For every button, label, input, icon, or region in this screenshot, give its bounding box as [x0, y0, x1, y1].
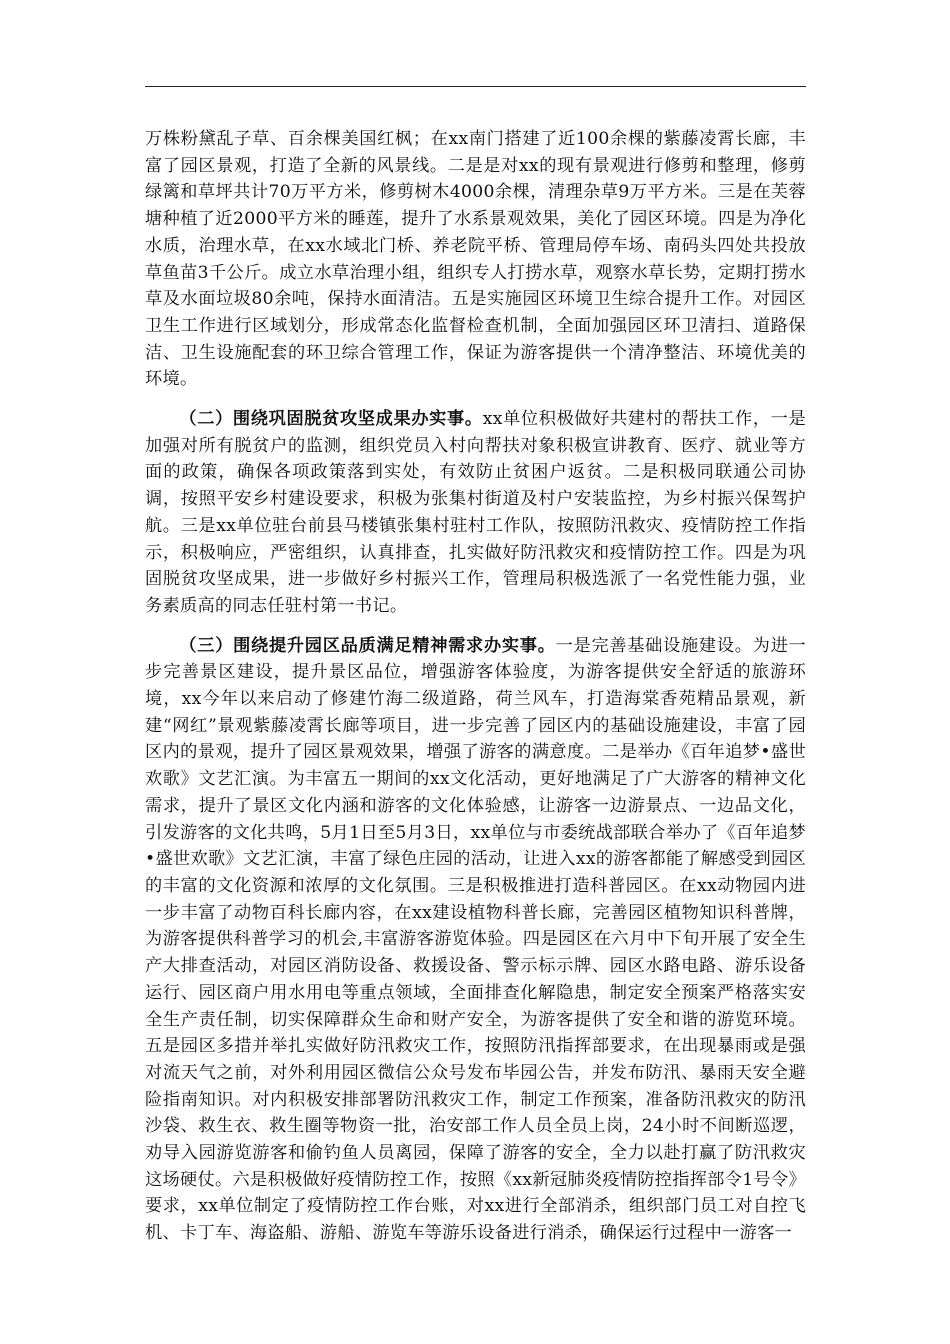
- header-rule: [145, 86, 806, 87]
- paragraph-3-heading: （三）围绕提升园区品质满足精神需求办实事。: [179, 635, 556, 656]
- paragraph-1: [145, 126, 806, 393]
- paragraph-3: [145, 633, 806, 1247]
- paragraph-2-heading: （二）围绕巩固脱贫攻坚成果办实事。: [179, 409, 483, 430]
- paragraph-3-text: 一是完善基础设施建设。为进一步完善景区建设，提升景区品位，增强游客体验度，为游客提供安全舒适的旅游环境，xx今年以来启动了修建竹海二级道路，荷兰风车，打造海棠香苑精品景观，新建“网红”景观紫藤凌霄长廊等项目，进一步完善了园区内的基础设施建设，丰富了园区内的景观，提升了园区景观效果，增强了游客的满意度。二是举办《百年追梦•盛世欢歌》文艺汇演。为丰富五一期间的xx文化活动，更好地满足了广大游客的精神文化需求，提升了景区文化内涵和游客的文化体验感，让游客一边游景点、一边品文化，引发游客的文化共鸣，5月1日至5月3日，xx单位与市委统战部联合举办了《百年追梦•盛世欢歌》文艺汇演，丰富了绿色庄园的活动，让进入xx的游客都能了解感受到园区的丰富的文化资源和浓厚的文化氛围。三是积极推进打造科普园区。在xx动物园内进一步丰富了动物百科长廊内容，在xx建设植物科普长廊，完善园区植物知识科普牌，为游客提供科普学习的机会,丰富游客游览体验。四是园区在六月中下旬开展了安全生产大排查活动，对园区消防设备、救援设备、警示标示牌、园区水路电路、游乐设备运行、园区商户用水用电等重点领域，全面排查化解隐患，制定安全预案严格落实安全生产责任制，切实保障群众生命和财产安全，为游客提供了安全和谐的游览环境。五是园区多措并举扎实做好防汛救灾工作，按照防汛指挥部要求，在出现暴雨或是强对流天气之前，对外利用园区微信公众号发布毕园公告，并发布防汛、暴雨天安全避险指南知识。对内积极安排部署防汛救灾工作，制定工作预案，准备防汛救灾的防汛沙袋、救生衣、救生圈等物资一批，治安部工作人员全员上岗，24小时不间断巡逻，劝导入园游览游客和偷钓鱼人员离园，保障了游客的安全，全力以赴打赢了防汛救灾这场硬仗。六是积极做好疫情防控工作，按照《xx新冠肺炎疫情防控指挥部令1号令》要求，xx单位制定了疫情防控工作台账，对xx进行全部消杀，组织部门员工对自控飞机、卡丁车、海盗船、游船、游览车等游乐设备进行消杀，确保运行过程中一游客一: [145, 635, 806, 1244]
- document-body: [145, 126, 806, 1260]
- paragraph-2-text: xx单位积极做好共建村的帮扶工作，一是加强对所有脱贫户的监测，组织党员入村向帮扶对象积极宣讲教育、医疗、就业等方面的政策，确保各项政策落到实处，有效防止贫困户返贫。二是积极同联通公司协调，按照平安乡村建设要求，积极为张集村街道及村户安装监控，为乡村振兴保驾护航。三是xx单位驻台前县马楼镇张集村驻村工作队，按照防汛救灾、疫情防控工作指示，积极响应，严密组织，认真排查，扎实做好防汛救灾和疫情防控工作。四是为巩固脱贫攻坚成果，进一步做好乡村振兴工作，管理局积极选派了一名党性能力强，业务素质高的同志任驻村第一书记。: [145, 409, 806, 616]
- paragraph-2: [145, 406, 806, 620]
- paragraph-1-text: 万株粉黛乱子草、百余棵美国红枫；在xx南门搭建了近100余棵的紫藤凌霄长廊，丰富了园区景观，打造了全新的风景线。二是是对xx的现有景观进行修剪和整理，修剪绿篱和草坪共计70万平方米，修剪树木4000余棵，清理杂草9万平方米。三是在芙蓉塘种植了近2000平方米的睡莲，提升了水系景观效果，美化了园区环境。四是为净化水质，治理水草，在xx水域北门桥、养老院平桥、管理局停车场、南码头四处共投放草鱼苗3千公斤。成立水草治理小组，组织专人打捞水草，观察水草长势，定期打捞水草及水面垃圾80余吨，保持水面清洁。五是实施园区环境卫生综合提升工作。对园区卫生工作进行区域划分，形成常态化监督检查机制，全面加强园区环卫清扫、道路保洁、卫生设施配套的环卫综合管理工作，保证为游客提供一个清净整洁、环境优美的环境。: [145, 129, 806, 390]
